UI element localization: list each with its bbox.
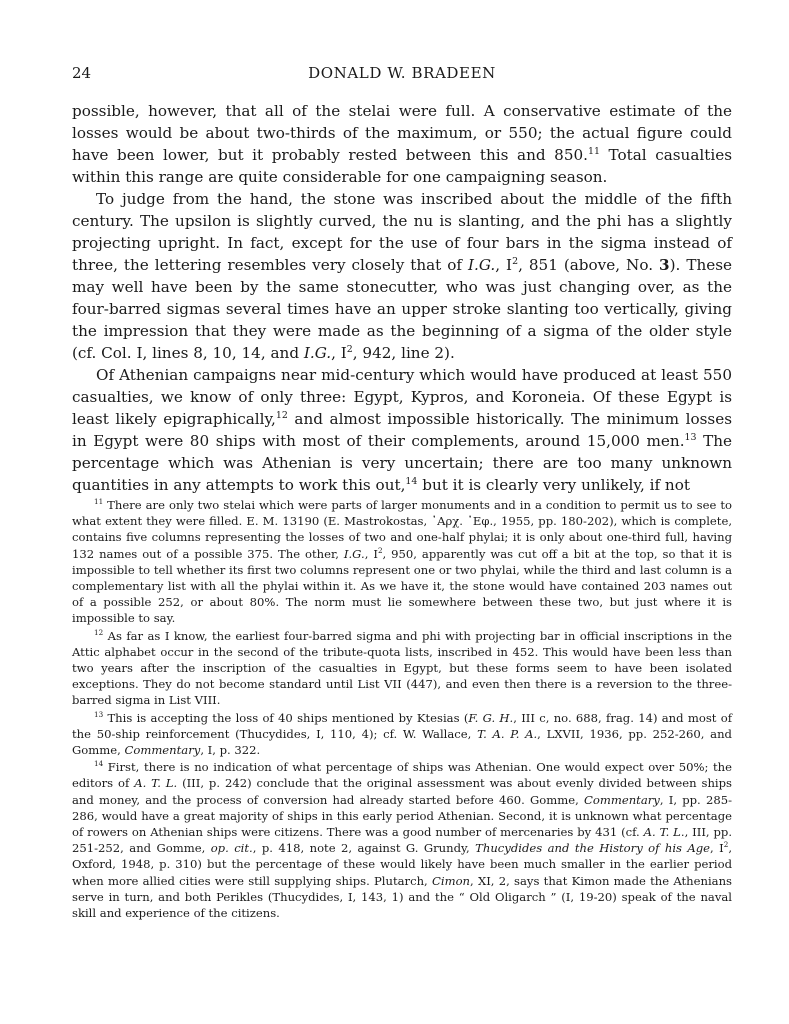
page-number: 24 xyxy=(72,64,92,82)
footnote-ref-12: 12 xyxy=(275,409,288,421)
footnote-14: $^{14}$ First, there is no indication of what percentage of ships was Athenian. One would expect over 50%; the editors of A. T. L. (III, p. 242) conclude that the original assessment was about evenly divided between ships and money, and the process of conversion had already started before 460. Gomme, Commentary, I, pp. 285-286, would have a great majority of ships in this early period Athenian. Second, it is unknown what percentage of rowers on Athenian ships were citizens. There was a good number of mercenaries by 431 (cf. A. T. L., III, pp. 251-252, and Gomme, op. cit., p. 418, note 2, against G. Grundy, Thucydides and the History of his Age, $I^2$, Oxford, 1948, p. 310) but the percentage of these would likely have been much smaller in the earlier period when more allied cities were still supplying ships. Plutarch, Cimon, XI, 2, says that Kimon made the Athenians serve in turn, and both Perikles (Thucydides, I, 143, 1) and the “ Old Oligarch ” (I, 19-20) speak of the naval skill and experience of the citizens. xyxy=(72,759,733,921)
footnote-12: $^{12}$ As far as I know, the earliest four-barred sigma and phi with projecting bar in official inscriptions in the Attic alphabet occur in the second of the tribute-quota lists, inscribed in 452. This would have been less than two years after the inscription of the casualties in Egypt, but these forms seem to have been isolated exceptions. They do not become standard until List VII (447), and even then there is a reversion to the three-barred sigma in List VIII. xyxy=(72,627,732,708)
footnote-ref-14: 14 xyxy=(405,475,418,487)
footnote-ref-13: 13 xyxy=(684,431,697,443)
footnote-13: $^{13}$ This is accepting the loss of 40 ships mentioned by Ktesias (F. G. H., III c, no. 688, frag. 14) and most of the 50-ship reinforcement (Thucydides, I, 110, 4); cf. W. Wallace, T. A. P. A., LXVII, 1936, pp. 252-260, and Gomme, Commentary, I, p. 322. xyxy=(72,709,733,758)
running-head: DONALD W. BRADEEN xyxy=(308,64,496,82)
paragraph-3: Of Athenian campaigns near mid-century which would have produced at least 550 casualties, we know of only three: Egypt, Kypros, and Koroneia. Of these Egypt is least likely epigraphically,$^{12}$ and almost impossible historically. The minimum losses in Egypt were 80 ships with most of their complements, around 15,000 men.$^{13}$ The percentage which was Athenian is very uncertain; there are too many unknown quantities in any attempts to work this out,$^{14}$ but it is clearly very unlikely, if not xyxy=(72,366,732,494)
paragraph-2: To judge from the hand, the stone was inscribed about the middle of the fifth century. The upsilon is slightly curved, the nu is slanting, and the phi has a slightly projecting upright. In fact, except for the use of four bars in the sigma instead of three, the lettering resembles very closely that of I.G., $I^2$, 851 (above, No. 3). These may well have been by the same stonecutter, who was just changing over, as the four-barred sigmas several times have an upper stroke slanting too vertically, giving the impression that they were made as the beginning of a sigma of the older style (cf. Col. I, lines 8, 10, 14, and I.G., $I^2$, 942, line 2). xyxy=(72,190,733,362)
page-header xyxy=(72,64,732,86)
footnote-11: $^{11}$ There are only two stelai which were parts of larger monuments and in a condition to permit us to see to what extent they were filled. E. M. 13190 (E. Mastrokostas, ᾿Αρχ. ᾿Εφ., 1955, pp. 180-202), which is complete, contains five columns representing the losses of two and one-half phylai; it is only about one-third full, having 132 names out of a possible 375. The other, I.G., $I^2$, 950, apparently was cut off a bit at the top, so that it is impossible to tell whether its first two columns represent one or two phylai, while the third and last column is a complementary list with all the phylai within it. As we have it, the stone would have contained 203 names out of a possible 252, or about 80%. The norm must lie somewhere between these two, but just where it is impossible to say. xyxy=(72,497,733,626)
footnote-ref-11: 11 xyxy=(587,145,600,157)
paragraph-1: possible, however, that all of the stelai were full. A conservative estimate of the losses would be about two-thirds of the maximum, or 550; the actual figure could have been lower, but it probably rested between this and 850.11 Total casualties within this range are quite considerable for one campaigning season. xyxy=(72,102,732,186)
main-text xyxy=(72,100,732,496)
footnotes xyxy=(72,497,732,922)
